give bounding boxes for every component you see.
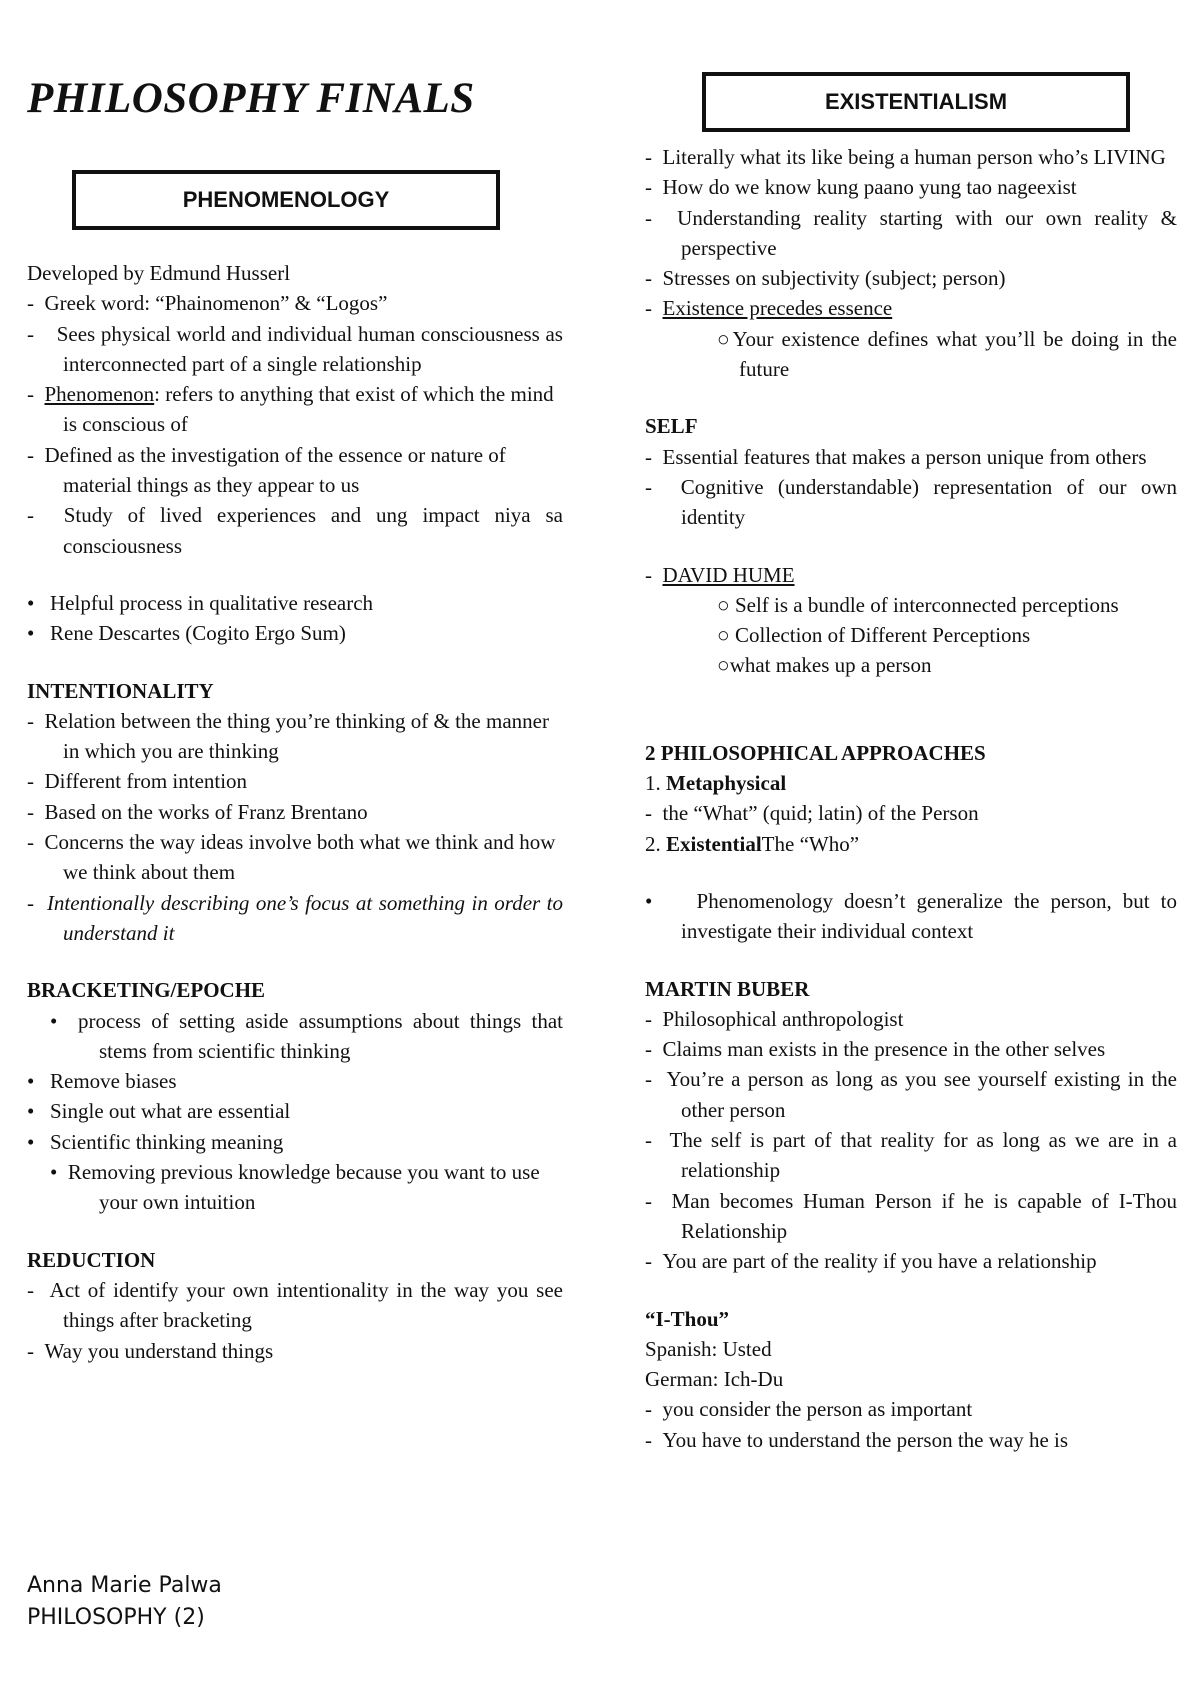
sub-item: ○ Self is a bundle of interconnected perceptions [717, 592, 1119, 617]
list-item: - Way you understand things [27, 1338, 274, 1363]
self-heading: SELF [645, 414, 698, 439]
list-item: - Literally what its like being a human person who’s LIVING [645, 145, 1166, 169]
bullet-item: • process of setting aside assumptions about things that stems from scientific thinking [50, 1008, 563, 1063]
list-item: - You’re a person as long as you see yourself existing in the other person [645, 1067, 1177, 1122]
phenomenology-intro: Developed by Edmund Husserl [27, 261, 291, 285]
list-item: - Different from intention [27, 769, 248, 794]
list-item: - Greek word: “Phainomenon” & “Logos” [27, 291, 388, 316]
list-item: - Philosophical anthropologist [645, 1006, 904, 1031]
list-item: - You have to understand the person the way he is [645, 1427, 1069, 1452]
ithou-german: German: Ich-Du [645, 1367, 784, 1392]
bullet-item: • Rene Descartes (Cogito Ergo Sum) [27, 618, 563, 648]
approach-2: 2. ExistentialThe “Who” [645, 831, 860, 856]
approaches-heading: 2 PHILOSOPHICAL APPROACHES [645, 740, 986, 765]
phenomenology-heading-box: PHENOMENOLOGY [72, 170, 500, 230]
bullet-item: • Scientific thinking meaning [27, 1127, 563, 1157]
list-item: - Man becomes Human Person if he is capable of I-Thou Relationship [645, 1188, 1178, 1243]
phenomenology-section [27, 258, 563, 1366]
list-item: - Essential features that makes a person unique from others [645, 444, 1147, 469]
bullet-item: • Remove biases [27, 1066, 563, 1096]
existentialism-section [645, 142, 1177, 1455]
list-item: - Understanding reality starting with our own reality & perspective [645, 205, 1177, 260]
list-item: - Relation between the thing you’re thinking of & the manner in which you are thinking [27, 708, 549, 764]
sub-item: ○Your existence defines what you’ll be doing in the future [717, 326, 1178, 382]
author-name: Anna Marie Palwa [27, 1573, 222, 1598]
buber-heading: MARTIN BUBER [645, 976, 810, 1001]
list-item: - Intentionally describing one’s focus at something in order to understand it [27, 890, 563, 945]
list-item: - You are part of the reality if you have a relationship [645, 1249, 1097, 1274]
list-item: - Cognitive (understandable) representation of our own identity [645, 474, 1177, 530]
list-item: - Concerns the way ideas involve both what we think and how we think about them [27, 830, 556, 885]
footer [27, 1570, 222, 1634]
reduction-heading: REDUCTION [27, 1247, 156, 1272]
sub-item: ○what makes up a person [717, 653, 932, 678]
list-item: - Defined as the investigation of the essence or nature of material things as they appear to us [27, 442, 506, 498]
bullet-icon: • [27, 590, 35, 615]
bullet-item: • Phenomenology doesn’t generalize the person, but to investigate their individual context [645, 888, 1177, 944]
bullet-item: • Removing previous knowledge because you want to use your own intuition [50, 1160, 540, 1215]
bullet-icon: • [27, 1069, 35, 1094]
list-item: - How do we know kung paano yung tao nageexist [645, 175, 1077, 200]
list-item: - Act of identify your own intentionality in the way you see things after bracketing [27, 1277, 563, 1333]
bullet-icon: • [27, 621, 35, 646]
list-item: - The self is part of that reality for as long as we are in a relationship [645, 1128, 1177, 1183]
bracketing-heading: BRACKETING/EPOCHE [27, 978, 266, 1003]
circle-bullet-icon: ○ [717, 653, 730, 678]
ithou-spanish: Spanish: Usted [645, 1336, 772, 1361]
list-item: - Phenomenon: refers to anything that exist of which the mind is conscious of [27, 382, 554, 437]
course-name: PHILOSOPHY (2) [27, 1605, 205, 1630]
existentialism-heading-box: EXISTENTIALISM [702, 72, 1130, 132]
list-item: - you consider the person as important [645, 1397, 973, 1422]
circle-bullet-icon: ○ [717, 623, 730, 648]
circle-bullet-icon: ○ [717, 326, 733, 351]
list-item: - Existence precedes essence [645, 296, 893, 321]
bullet-item: • Single out what are essential [27, 1096, 563, 1126]
document-title: PHILOSOPHY FINALS [27, 75, 475, 122]
list-item: - DAVID HUME [645, 562, 795, 587]
list-item: - the “What” (quid; latin) of the Person [645, 801, 979, 826]
bullet-icon: • [27, 1129, 35, 1154]
phenomenon-term: Phenomenon [44, 382, 155, 407]
bullet-icon: • [27, 1099, 35, 1124]
list-item: - Sees physical world and individual human consciousness as interconnected part of a single relationship [27, 321, 563, 376]
approach-1: 1. Metaphysical [645, 771, 787, 796]
list-item: - Study of lived experiences and ung impact niya sa consciousness [27, 503, 563, 558]
sub-item: ○ Collection of Different Perceptions [717, 623, 1031, 648]
david-hume: DAVID HUME [662, 562, 795, 587]
circle-bullet-icon: ○ [717, 592, 730, 617]
intentionality-heading: INTENTIONALITY [27, 678, 214, 703]
list-item: - Based on the works of Franz Brentano [27, 799, 368, 824]
list-item: - Stresses on subjectivity (subject; person) [645, 266, 1006, 291]
bullet-item: • Helpful process in qualitative research [27, 588, 563, 618]
ithou-heading: “I-Thou” [645, 1306, 730, 1331]
list-item: - Claims man exists in the presence in the other selves [645, 1037, 1106, 1062]
